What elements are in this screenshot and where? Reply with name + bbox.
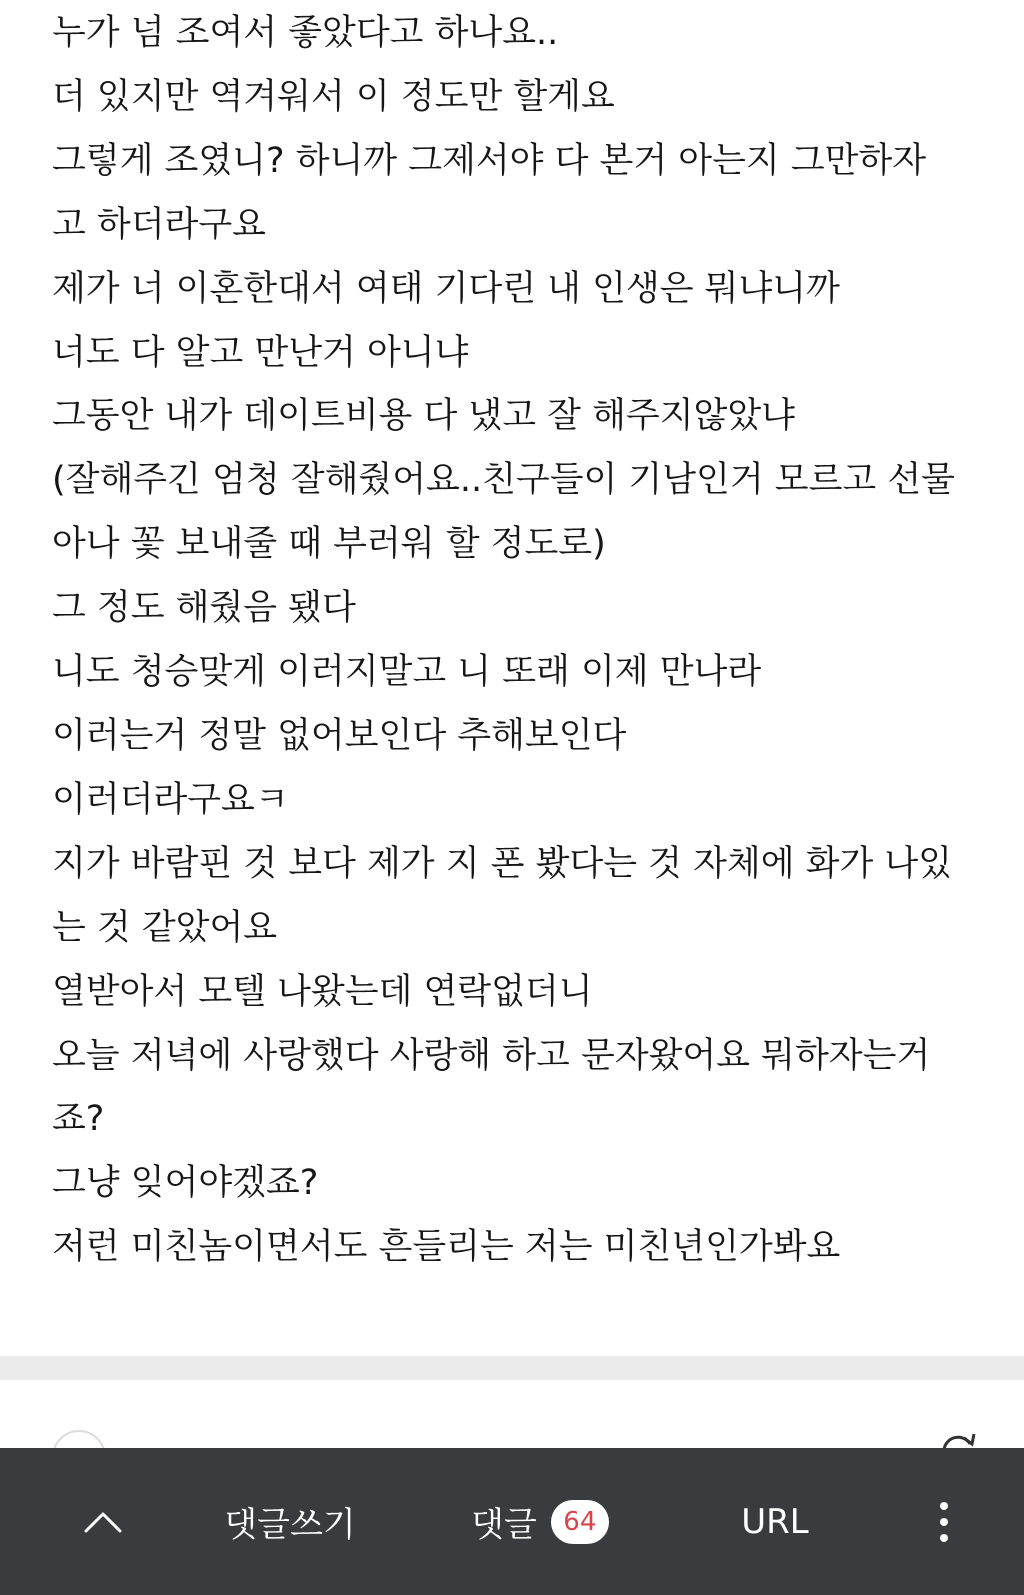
bottom-toolbar — [0, 1448, 1024, 1595]
url-button[interactable] — [720, 1448, 830, 1595]
post-line: 니도 청승맞게 이러지말고 니 또래 이제 만나라 — [52, 652, 762, 693]
post-line: (잘해주긴 엄청 잘해줬어요..친구들이 기남인거 모르고 선물 — [52, 460, 955, 501]
post-line: 지가 바람핀 것 보다 제가 지 폰 봤다는 것 자체에 화가 나있 — [52, 843, 953, 884]
post-line: 이러는거 정말 없어보인다 추해보인다 — [52, 715, 627, 756]
post-line: 그동안 내가 데이트비용 다 냈고 잘 해주지않았냐 — [52, 396, 795, 437]
comment-count-badge: 64 — [551, 1500, 609, 1544]
post-line: 죠? — [52, 1099, 105, 1140]
comment-section-header — [0, 1380, 1024, 1448]
post-line: 오늘 저녁에 사랑했다 사랑해 하고 문자왔어요 뭐하자는거 — [52, 1035, 931, 1076]
more-vertical-icon — [938, 1500, 950, 1544]
chevron-up-icon — [83, 1510, 123, 1534]
post-line: 그 정도 해줬음 됐다 — [52, 588, 356, 629]
refresh-icon[interactable] — [936, 1426, 980, 1448]
avatar-icon — [52, 1430, 106, 1448]
post-line: 는 것 같았어요 — [52, 907, 278, 948]
post-line: 저런 미친놈이면서도 흔들리는 저는 미친년인가봐요 — [52, 1227, 841, 1268]
post-line: 열받아서 모텔 나왔는데 연락없더니 — [52, 971, 593, 1012]
post-line: 그렇게 조였니? 하니까 그제서야 다 본거 아는지 그만하자 — [52, 140, 927, 181]
post-line: 그냥 잊어야겠죠? — [52, 1163, 319, 1204]
post-line: 아나 꽃 보내줄 때 부러워 할 정도로) — [52, 524, 606, 565]
scroll-top-button[interactable] — [60, 1448, 146, 1595]
more-options-button[interactable] — [920, 1448, 968, 1595]
post-line: 고 하더라구요 — [52, 204, 266, 245]
post-line: 제가 너 이혼한대서 여태 기다린 내 인생은 뭐냐니까 — [52, 268, 840, 309]
post-line: 너도 다 알고 만난거 아니냐 — [52, 332, 469, 373]
comments-label: 댓글 — [471, 1505, 537, 1545]
comments-button[interactable] — [440, 1448, 640, 1595]
section-divider — [0, 1356, 1024, 1380]
write-comment-label: 댓글쓰기 — [224, 1505, 356, 1545]
post-line: 더 있지만 역겨워서 이 정도만 할게요 — [52, 76, 615, 117]
post-line: 이러더라구요ㅋ — [52, 779, 289, 820]
post-body — [52, 2, 992, 1280]
url-label: URL — [741, 1501, 809, 1542]
write-comment-button[interactable] — [200, 1448, 380, 1595]
post-line: 누가 넘 조여서 좋았다고 하나요.. — [52, 13, 559, 53]
